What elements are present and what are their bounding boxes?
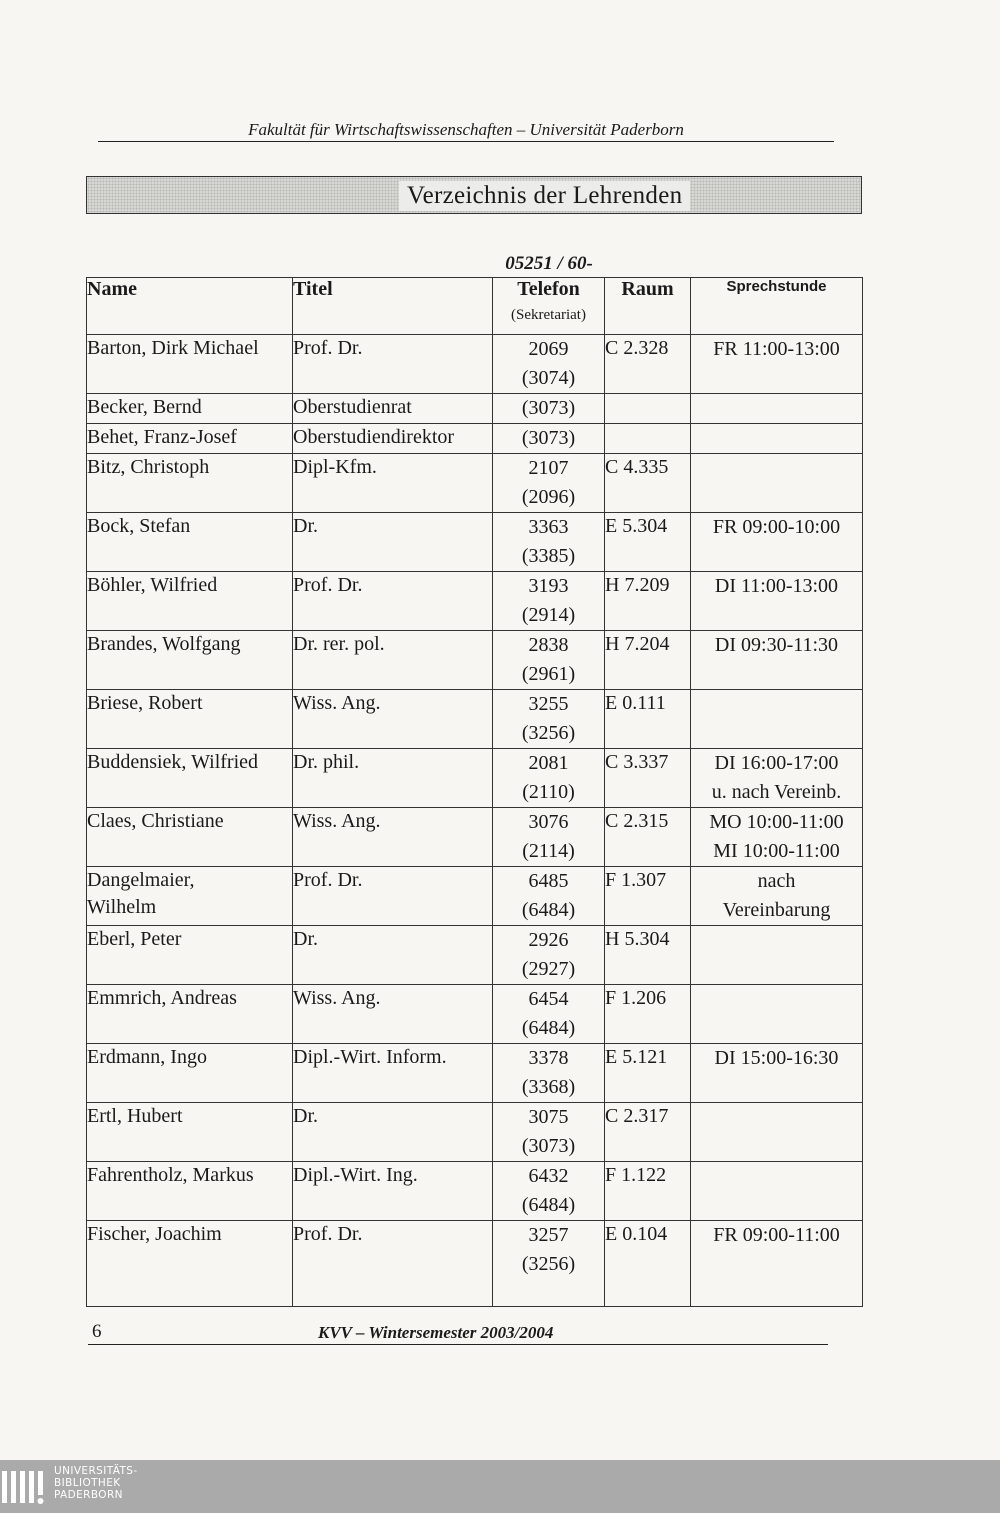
table-row: [87, 394, 863, 424]
table-header-row: [87, 278, 863, 335]
title-text: Wiss. Ang.: [293, 987, 381, 1009]
cell-title: [293, 1044, 493, 1103]
phone-number: 2081: [528, 752, 569, 774]
room-number: F 1.122: [605, 1164, 667, 1186]
cell-phone: [493, 513, 605, 572]
phone-prefix: 05251 / 60-: [505, 253, 593, 274]
cell-office-hours: [691, 867, 863, 926]
secretariat-number: (6484): [521, 1017, 576, 1039]
secretariat-number: (2096): [521, 486, 576, 508]
name-line: Briese, Robert: [87, 692, 203, 714]
phone-number: 2838: [528, 634, 569, 656]
table-row: [87, 424, 863, 454]
cell-room: [605, 454, 691, 513]
phone-number: 3076: [528, 811, 569, 833]
cell-name: [87, 867, 293, 926]
cell-phone: [493, 1103, 605, 1162]
name-line: Behet, Franz-Josef: [87, 426, 237, 448]
room-number: C 2.328: [605, 337, 669, 359]
table-row: [87, 926, 863, 985]
cell-title: [293, 394, 493, 424]
cell-room: [605, 513, 691, 572]
phone-number: 3193: [528, 575, 569, 597]
title-text: Prof. Dr.: [293, 1223, 363, 1245]
office-hours-line: u. nach Vereinb.: [711, 781, 842, 803]
table-row: [87, 749, 863, 808]
office-hours-line: FR 11:00-13:00: [713, 338, 840, 360]
cell-room: [605, 985, 691, 1044]
name-line: Claes, Christiane: [87, 810, 224, 832]
name-line: Böhler, Wilfried: [87, 574, 218, 596]
column-header-phone-label: Telefon: [517, 278, 580, 300]
cell-office-hours: [691, 808, 863, 867]
cell-title: [293, 454, 493, 513]
room-number: H 5.304: [605, 928, 670, 950]
cell-room: [605, 926, 691, 985]
cell-room: [605, 572, 691, 631]
name-line: Fahrentholz, Markus: [87, 1164, 254, 1186]
secretariat-number: (2914): [521, 604, 576, 626]
name-line: Ertl, Hubert: [87, 1105, 183, 1127]
title-text: Prof. Dr.: [293, 869, 363, 891]
library-name-line-2: BIBLIOTHEK: [54, 1477, 121, 1489]
table-row: [87, 335, 863, 394]
secretariat-number: (3073): [521, 397, 576, 419]
cell-phone: [493, 985, 605, 1044]
cell-room: [605, 749, 691, 808]
cell-office-hours: [691, 985, 863, 1044]
staff-table-body: [87, 335, 863, 1307]
library-name-line-3: PADERBORN: [54, 1489, 123, 1501]
cell-phone: [493, 1044, 605, 1103]
phone-number: 3075: [528, 1106, 569, 1128]
cell-title: [293, 1103, 493, 1162]
secretariat-number: (6484): [521, 1194, 576, 1216]
cell-name: [87, 424, 293, 454]
cell-office-hours: [691, 1103, 863, 1162]
column-header-name: Name: [87, 278, 293, 335]
column-header-room: Raum: [605, 278, 691, 335]
name-line: Eberl, Peter: [87, 928, 182, 950]
secretariat-number: (3074): [521, 367, 576, 389]
office-hours-line: DI 15:00-16:30: [714, 1047, 839, 1069]
title-text: Oberstudienrat: [293, 396, 412, 418]
title-text: Dipl.-Wirt. Ing.: [293, 1164, 418, 1186]
phone-number: 6432: [528, 1165, 569, 1187]
phone-number: 3257: [528, 1224, 569, 1246]
cell-name: [87, 1103, 293, 1162]
cell-name: [87, 394, 293, 424]
title-text: Oberstudiendirektor: [293, 426, 455, 448]
phone-number: 3363: [528, 516, 569, 538]
secretariat-number: (2961): [521, 663, 576, 685]
name-line: Fischer, Joachim: [87, 1223, 222, 1245]
cell-room: [605, 424, 691, 454]
cell-office-hours: [691, 749, 863, 808]
cell-name: [87, 808, 293, 867]
room-number: E 0.111: [605, 692, 666, 714]
phone-number: 3255: [528, 693, 569, 715]
cell-name: [87, 454, 293, 513]
table-row: [87, 1162, 863, 1221]
cell-name: [87, 985, 293, 1044]
phone-number: 2069: [528, 338, 569, 360]
title-text: Dr.: [293, 515, 318, 537]
cell-name: [87, 335, 293, 394]
cell-room: [605, 1162, 691, 1221]
title-text: Dipl.-Wirt. Inform.: [293, 1046, 447, 1068]
name-line: Emmrich, Andreas: [87, 987, 237, 1009]
cell-room: [605, 867, 691, 926]
table-row: [87, 1103, 863, 1162]
cell-phone: [493, 867, 605, 926]
table-row: [87, 1044, 863, 1103]
cell-phone: [493, 335, 605, 394]
office-hours-line: MO 10:00-11:00: [709, 811, 844, 833]
name-line: Barton, Dirk Michael: [87, 337, 259, 359]
cell-name: [87, 1162, 293, 1221]
secretariat-number: (3385): [521, 545, 576, 567]
cell-title: [293, 985, 493, 1044]
cell-phone: [493, 454, 605, 513]
secretariat-number: (3073): [521, 1135, 576, 1157]
table-row: [87, 1221, 863, 1307]
cell-room: [605, 690, 691, 749]
cell-phone: [493, 572, 605, 631]
cell-title: [293, 749, 493, 808]
cell-office-hours: [691, 513, 863, 572]
room-number: C 2.315: [605, 810, 669, 832]
cell-title: [293, 424, 493, 454]
office-hours-line: MI 10:00-11:00: [713, 840, 840, 862]
room-number: C 3.337: [605, 751, 669, 773]
cell-office-hours: [691, 1044, 863, 1103]
table-row: [87, 867, 863, 926]
office-hours-line: nach: [757, 870, 796, 892]
title-text: Prof. Dr.: [293, 337, 363, 359]
column-header-phone: [493, 278, 605, 335]
name-line: Buddensiek, Wilfried: [87, 751, 259, 773]
table-row: [87, 513, 863, 572]
secretariat-number: (3073): [521, 427, 576, 449]
office-hours-line: FR 09:00-10:00: [712, 516, 841, 538]
cell-title: [293, 1221, 493, 1307]
title-text: Wiss. Ang.: [293, 810, 381, 832]
cell-title: [293, 808, 493, 867]
name-line: Bock, Stefan: [87, 515, 191, 537]
cell-name: [87, 749, 293, 808]
secretariat-number: (2114): [522, 840, 575, 862]
cell-office-hours: [691, 1162, 863, 1221]
secretariat-number: (2110): [522, 781, 575, 803]
cell-phone: [493, 394, 605, 424]
cell-name: [87, 1221, 293, 1307]
library-name: [54, 1465, 138, 1501]
cell-office-hours: [691, 690, 863, 749]
name-line: Dangelmaier,: [87, 869, 195, 891]
cell-office-hours: [691, 335, 863, 394]
library-banner: [0, 1460, 1000, 1513]
table-row: [87, 631, 863, 690]
title-text: Prof. Dr.: [293, 574, 363, 596]
page-number: 6: [92, 1321, 102, 1342]
phone-number: 3378: [528, 1047, 569, 1069]
cell-title: [293, 1162, 493, 1221]
cell-room: [605, 1221, 691, 1307]
phone-number: 6485: [528, 870, 569, 892]
cell-office-hours: [691, 631, 863, 690]
title-text: Dr.: [293, 1105, 318, 1127]
column-header-title: Titel: [293, 278, 493, 335]
room-number: C 4.335: [605, 456, 669, 478]
table-row: [87, 454, 863, 513]
cell-room: [605, 335, 691, 394]
table-row: [87, 572, 863, 631]
footer-text: KVV – Wintersemester 2003/2004: [318, 1323, 554, 1342]
column-header-office-hours: Sprechstunde: [691, 278, 863, 335]
cell-phone: [493, 1162, 605, 1221]
cell-title: [293, 572, 493, 631]
cell-name: [87, 926, 293, 985]
cell-name: [87, 690, 293, 749]
library-logo-icon: [2, 1465, 48, 1509]
library-name-line-1: UNIVERSITÄTS-: [54, 1465, 138, 1477]
cell-office-hours: [691, 424, 863, 454]
cell-room: [605, 631, 691, 690]
secretariat-number: (3256): [521, 722, 576, 744]
cell-title: [293, 926, 493, 985]
name-line: Becker, Bernd: [87, 396, 202, 418]
name-line: Erdmann, Ingo: [87, 1046, 207, 1068]
name-line: Wilhelm: [87, 896, 157, 918]
table-row: [87, 690, 863, 749]
secretariat-number: (6484): [521, 899, 576, 921]
cell-title: [293, 690, 493, 749]
cell-name: [87, 513, 293, 572]
secretariat-number: (3368): [521, 1076, 576, 1098]
cell-office-hours: [691, 454, 863, 513]
office-hours-line: FR 09:00-11:00: [713, 1224, 840, 1246]
room-number: E 5.121: [605, 1046, 668, 1068]
phone-number: 2926: [528, 929, 569, 951]
room-number: E 0.104: [605, 1223, 668, 1245]
cell-phone: [493, 808, 605, 867]
cell-phone: [493, 1221, 605, 1307]
room-number: F 1.206: [605, 987, 667, 1009]
column-header-secretariat: (Sekretariat): [511, 307, 586, 323]
title-text: Wiss. Ang.: [293, 692, 381, 714]
cell-room: [605, 808, 691, 867]
cell-title: [293, 513, 493, 572]
cell-office-hours: [691, 1221, 863, 1307]
cell-room: [605, 1044, 691, 1103]
office-hours-line: DI 09:30-11:30: [714, 634, 839, 656]
cell-name: [87, 572, 293, 631]
office-hours-line: DI 16:00-17:00: [714, 752, 839, 774]
phone-number: 6454: [528, 988, 569, 1010]
cell-title: [293, 867, 493, 926]
section-title: Verzeichnis der Lehrenden: [399, 181, 690, 211]
running-header: Fakultät für Wirtschaftswissenschaften – Universität Paderborn: [98, 120, 834, 142]
cell-office-hours: [691, 926, 863, 985]
secretariat-number: (3256): [521, 1253, 576, 1275]
secretariat-number: (2927): [521, 958, 576, 980]
room-number: H 7.204: [605, 633, 670, 655]
title-text: Dipl-Kfm.: [293, 456, 377, 478]
cell-name: [87, 1044, 293, 1103]
table-row: [87, 808, 863, 867]
cell-phone: [493, 631, 605, 690]
phone-number: 2107: [528, 457, 569, 479]
title-text: Dr. phil.: [293, 751, 360, 773]
cell-office-hours: [691, 572, 863, 631]
cell-phone: [493, 424, 605, 454]
cell-office-hours: [691, 394, 863, 424]
name-line: Brandes, Wolfgang: [87, 633, 241, 655]
office-hours-line: DI 11:00-13:00: [714, 575, 839, 597]
cell-phone: [493, 690, 605, 749]
room-number: E 5.304: [605, 515, 668, 537]
office-hours-line: Vereinbarung: [722, 899, 831, 921]
staff-table: [86, 277, 863, 1307]
room-number: H 7.209: [605, 574, 670, 596]
cell-phone: [493, 749, 605, 808]
cell-room: [605, 394, 691, 424]
room-number: F 1.307: [605, 869, 667, 891]
cell-room: [605, 1103, 691, 1162]
room-number: C 2.317: [605, 1105, 669, 1127]
cell-phone: [493, 926, 605, 985]
name-line: Bitz, Christoph: [87, 456, 210, 478]
title-text: Dr. rer. pol.: [293, 633, 385, 655]
title-text: Dr.: [293, 928, 318, 950]
cell-title: [293, 335, 493, 394]
section-title-bar: [86, 176, 862, 214]
cell-name: [87, 631, 293, 690]
cell-title: [293, 631, 493, 690]
table-row: [87, 985, 863, 1044]
